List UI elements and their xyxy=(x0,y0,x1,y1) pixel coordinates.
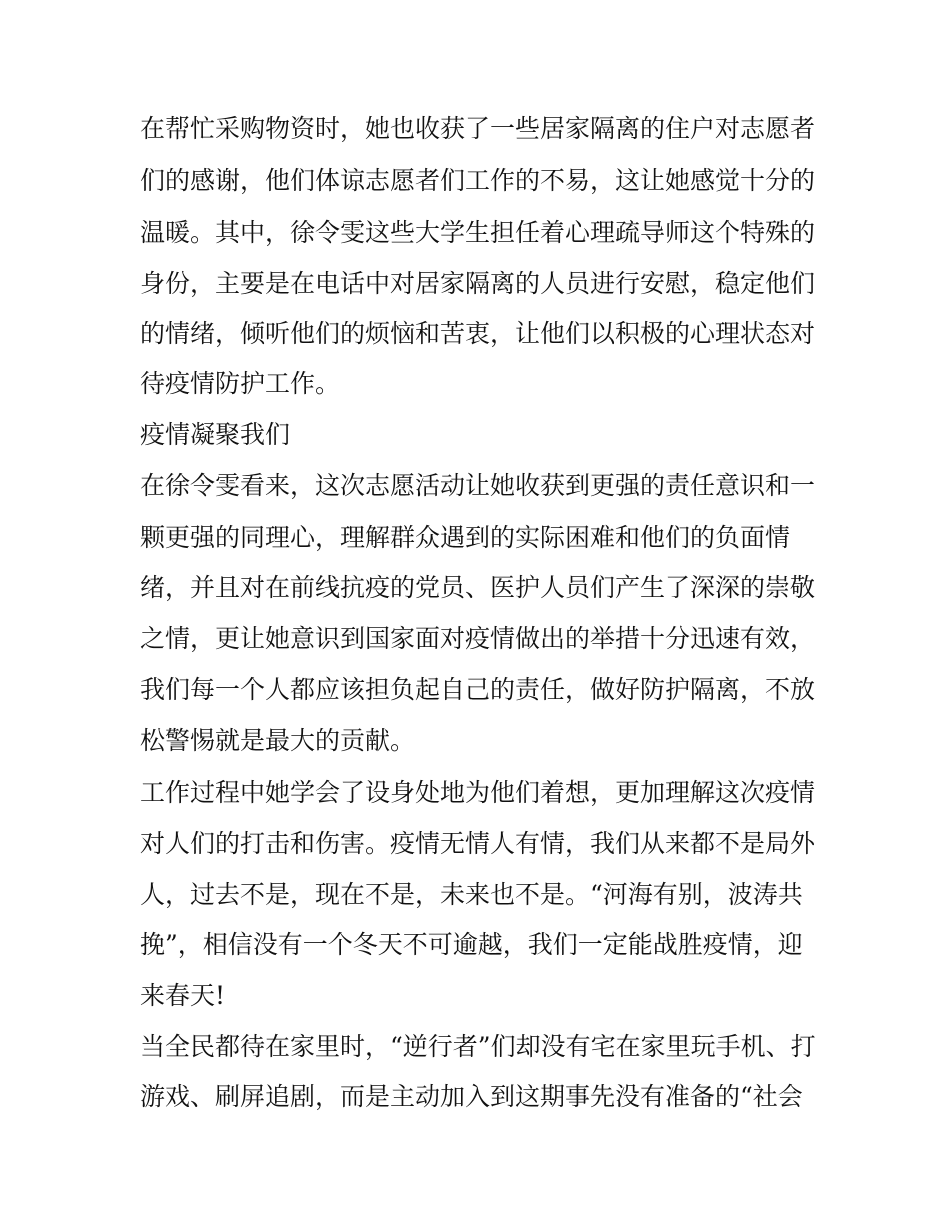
text-line: 颗更强的同理心，理解群众遇到的实际困难和他们的负面情 xyxy=(140,523,791,552)
text-line: 的情绪，倾听他们的烦恼和苦衷，让他们以积极的心理状态对 xyxy=(140,319,816,348)
text-line: 们的感谢，他们体谅志愿者们工作的不易，这让她感觉十分的 xyxy=(140,166,816,195)
text-line: 待疫情防护工作。 xyxy=(140,369,341,398)
text-line: 在帮忙采购物资时，她也收获了一些居家隔离的住户对志愿者 xyxy=(140,114,816,143)
text-line: 人，过去不是，现在不是，未来也不是。“河海有别，波涛共 xyxy=(140,880,803,909)
text-line: 在徐令雯看来，这次志愿活动让她收获到更强的责任意识和一 xyxy=(140,471,816,500)
text-line: 温暖。其中，徐令雯这些大学生担任着心理疏导师这个特殊的 xyxy=(140,218,816,247)
text-line: 身份，主要是在电话中对居家隔离的人员进行安慰，稳定他们 xyxy=(140,269,816,298)
text-line: 松警惕就是最大的贡献。 xyxy=(140,726,416,755)
text-line: 对人们的打击和伤害。疫情无情人有情，我们从来都不是局外 xyxy=(140,829,816,858)
text-line: 游戏、刷屏追剧，而是主动加入到这期事先没有准备的“社会 xyxy=(140,1082,803,1111)
text-line: 当全民都待在家里时，“逆行者”们却没有宅在家里玩手机、打 xyxy=(140,1032,816,1061)
text-line: 挽”，相信没有一个冬天不可逾越，我们一定能战胜疫情，迎 xyxy=(140,930,803,959)
text-line: 之情，更让她意识到国家面对疫情做出的举措十分迅速有效， xyxy=(140,624,816,653)
text-line: 绪，并且对在前线抗疫的党员、医护人员们产生了深深的崇敬 xyxy=(140,573,816,602)
section-heading: 疫情凝聚我们 xyxy=(140,420,291,449)
text-line: 工作过程中她学会了设身处地为他们着想，更加理解这次疫情 xyxy=(140,778,816,807)
text-line: 我们每一个人都应该担负起自己的责任，做好防护隔离，不放 xyxy=(140,675,816,704)
text-line: 来春天! xyxy=(140,981,226,1010)
